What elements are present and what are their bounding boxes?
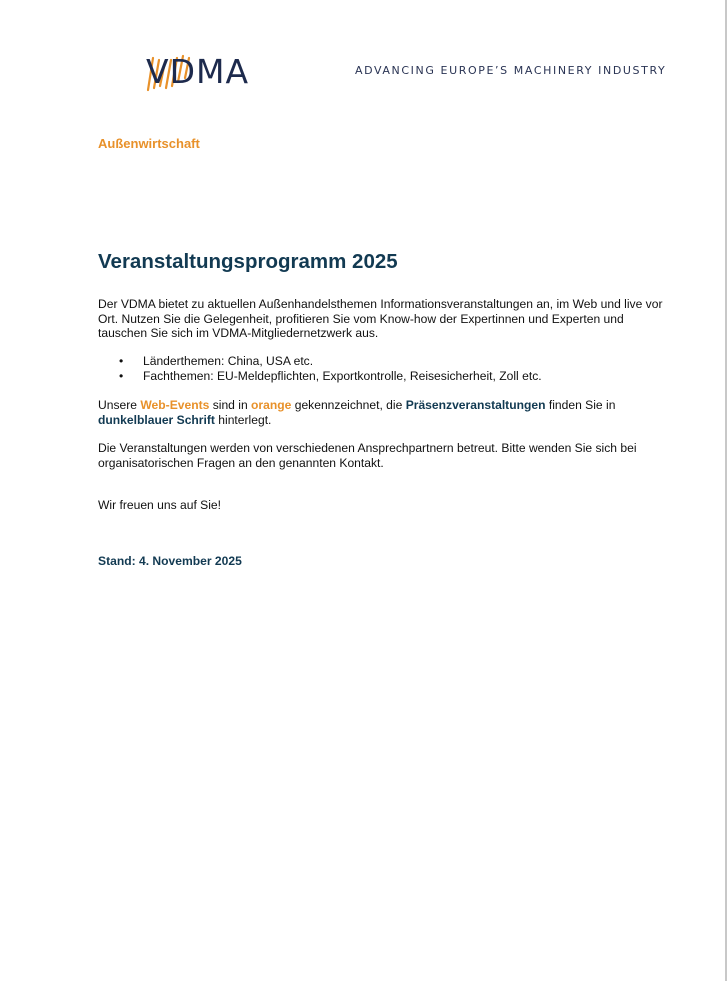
list-item: • Länderthemen: China, USA etc. — [98, 354, 542, 369]
dark-blue-highlight: dunkelblauer Schrift — [98, 412, 215, 427]
department-label: Außenwirtschaft — [98, 136, 200, 151]
status-date: Stand: 4. November 2025 — [98, 554, 242, 568]
legend-text: finden Sie in — [545, 398, 616, 412]
intro-paragraph: Der VDMA bietet zu aktuellen Außenhandelsthemen Informationsveranstaltungen an, im Web und live vor Ort. Nutzen Sie die Gelegenheit, profitieren Sie vom Know-how der Expertinnen und Experten und tauschen Sie sich im VDMA-Mitgliedernetzwerk aus. — [98, 297, 663, 341]
legend-text: Unsere — [98, 398, 141, 412]
legend-paragraph — [98, 398, 668, 427]
legend-text: sind in — [209, 398, 252, 412]
presence-events-highlight: Präsenzveranstaltungen — [405, 398, 546, 412]
page-title: Veranstaltungsprogramm 2025 — [98, 250, 398, 273]
topics-list — [98, 354, 542, 383]
tagline: ADVANCING EUROPE’S MACHINERY INDUSTRY — [355, 64, 667, 77]
vdma-logo-text: VDMA — [146, 52, 250, 91]
legend-text: hinterlegt. — [214, 412, 272, 427]
list-item: • Fachthemen: EU-Meldepflichten, Exportkontrolle, Reisesicherheit, Zoll etc. — [98, 369, 542, 384]
orange-highlight: orange — [251, 398, 292, 412]
legend-text: gekennzeichnet, die — [291, 398, 406, 412]
web-events-highlight: Web-Events — [140, 398, 210, 412]
contact-paragraph: Die Veranstaltungen werden von verschiedenen Ansprechpartnern betreut. Bitte wenden Sie sich bei organisatorischen Fragen an den genannten Kontakt. — [98, 441, 637, 470]
closing-line: Wir freuen uns auf Sie! — [98, 498, 222, 512]
